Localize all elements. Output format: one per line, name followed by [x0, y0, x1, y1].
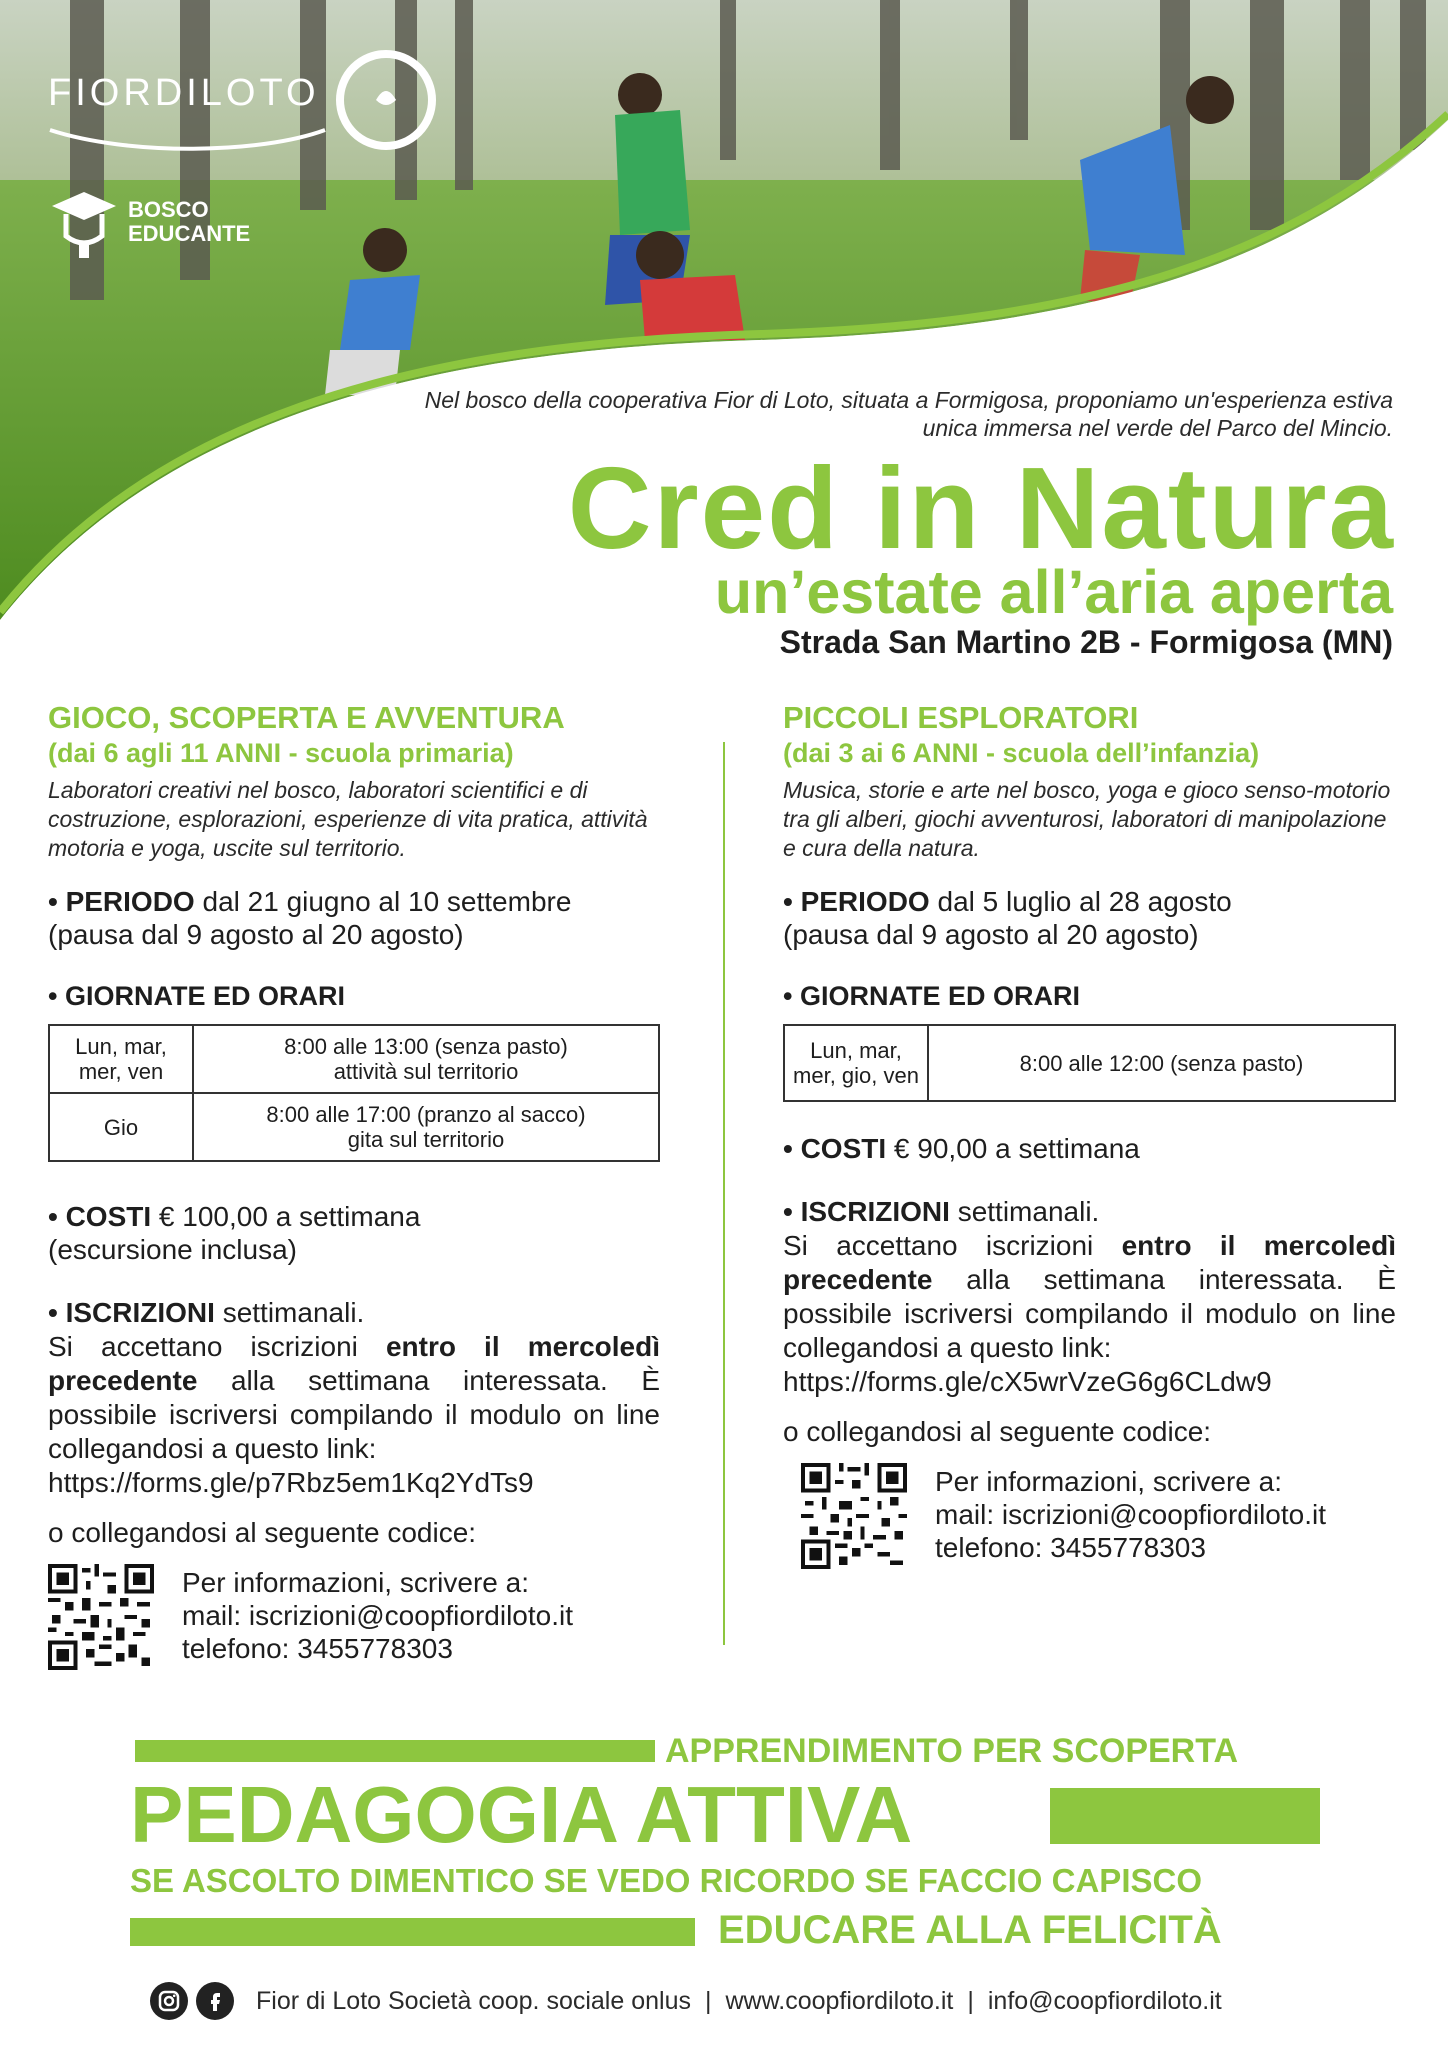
contact-row: [48, 1564, 660, 1670]
footer-separator: |: [967, 1986, 974, 2015]
page-subtitle: un’estate all’aria aperta: [714, 558, 1393, 626]
footer-website[interactable]: www.coopfiordiloto.it: [725, 1986, 954, 2015]
banner-line-4: EDUCARE ALLA FELICITÀ: [718, 1908, 1222, 1952]
contact-info: [935, 1465, 1326, 1564]
enroll-deadline: entro il mercoledì precedente: [48, 1331, 660, 1396]
facebook-icon[interactable]: [196, 1982, 234, 2020]
instagram-icon[interactable]: [150, 1982, 188, 2020]
schedule-hours: 8:00 alle 12:00 (senza pasto): [928, 1025, 1395, 1101]
table-row: [49, 1025, 659, 1093]
table-row: [784, 1025, 1395, 1101]
hours-note: attività sul territorio: [333, 1059, 519, 1084]
info-label: Per informazioni, scrivere a:: [182, 1567, 530, 1598]
banner-line-1: APPRENDIMENTO PER SCOPERTA: [665, 1732, 1239, 1770]
program-description: Musica, storie e arte nel bosco, yoga e gioco senso-motorio tra gli alberi, giochi avventurosi, laboratori di manipolazione e cura della natura.: [783, 777, 1391, 861]
banner-bar: [130, 1918, 695, 1946]
period-pause: (pausa dal 9 agosto al 20 agosto): [48, 919, 464, 950]
footer-org: Fior di Loto Società coop. sociale onlus: [256, 1986, 691, 2015]
column-divider: [723, 742, 725, 1645]
hours-note: gita sul territorio: [347, 1127, 505, 1152]
banner-bar: [135, 1740, 655, 1762]
educante-label: EDUCANTE: [128, 221, 251, 246]
schedule-table: [783, 1024, 1396, 1102]
program-age: (dai 3 ai 6 ANNI - scuola dell’infanzia): [783, 738, 1260, 768]
contact-mail[interactable]: mail: iscrizioni@coopfiordiloto.it: [935, 1499, 1327, 1530]
contact-phone[interactable]: telefono: 3455778303: [182, 1633, 453, 1664]
intro-text: Nel bosco della cooperativa Fior di Loto, situata a Formigosa, proponiamo un'esperienza estiva unica immersa nel verde del Parco del Mincio.: [424, 387, 1393, 441]
footer-email[interactable]: info@coopfiordiloto.it: [987, 1986, 1222, 2015]
hours: 8:00 alle 13:00 (senza pasto): [284, 1034, 568, 1059]
enroll-text: settimanali.: [214, 1297, 365, 1328]
program-title: GIOCO, SCOPERTA E AVVENTURA: [48, 700, 565, 735]
schedule-hours: [193, 1093, 659, 1161]
enroll-online: È possibile iscriversi compilando il modulo on line collegandosi a questo link:: [48, 1365, 660, 1464]
bosco-educante-label: [128, 198, 250, 246]
hours: 8:00 alle 17:00 (pranzo al sacco): [266, 1102, 586, 1127]
enroll-online: È possibile iscriversi compilando il modulo on line collegandosi a questo link:: [783, 1264, 1396, 1363]
banner-line-3: SE ASCOLTO DIMENTICO SE VEDO RICORDO SE FACCIO CAPISCO: [130, 1862, 1203, 1899]
contact-phone[interactable]: telefono: 3455778303: [935, 1532, 1206, 1563]
form-link[interactable]: https://forms.gle/p7Rbz5em1Kq2YdTs9: [48, 1467, 534, 1498]
schedule-label: • GIORNATE ED ORARI: [783, 981, 1080, 1011]
contact-mail[interactable]: mail: iscrizioni@coopfiordiloto.it: [182, 1600, 574, 1631]
enroll-line-b: alla settimana interessata.: [197, 1365, 608, 1396]
info-label: Per informazioni, scrivere a:: [935, 1466, 1283, 1497]
graduation-cap-icon: [48, 184, 120, 260]
enroll-deadline: entro il mercoledì precedente: [783, 1230, 1396, 1295]
enroll-line-a: Si accettano iscrizioni: [783, 1230, 1122, 1261]
enrollment: [783, 1195, 1396, 1365]
costs-label: • COSTI: [783, 1133, 887, 1164]
costs-note: (escursione inclusa): [48, 1234, 297, 1265]
enroll-line-a: Si accettano iscrizioni: [48, 1331, 386, 1362]
schedule-days: Lun, mar, mer, ven: [49, 1025, 193, 1093]
footer-separator: |: [704, 1986, 712, 2015]
enroll-label: • ISCRIZIONI: [783, 1196, 950, 1227]
logo-swoosh: [40, 124, 330, 154]
banner-bar: [1050, 1788, 1320, 1844]
schedule-hours: [193, 1025, 659, 1093]
code-text: o collegandosi al seguente codice:: [48, 1517, 477, 1548]
enrollment: [48, 1296, 660, 1466]
page-title: Cred in Natura: [567, 443, 1395, 573]
right-program: [783, 700, 1396, 1569]
lotus-logo-icon: [330, 48, 442, 156]
schedule-days: Lun, mar, mer, gio, ven: [784, 1025, 928, 1101]
enroll-line-b: alla settimana interessata.: [932, 1264, 1344, 1295]
costs-label: • COSTI: [48, 1201, 152, 1232]
period-text: dal 5 luglio al 28 agosto: [929, 886, 1232, 917]
code-text: o collegandosi al seguente codice:: [783, 1416, 1212, 1447]
contact-info: [182, 1566, 573, 1665]
costs: [48, 1200, 660, 1266]
address: Strada San Martino 2B - Formigosa (MN): [779, 624, 1393, 660]
period-pause: (pausa dal 9 agosto al 20 agosto): [783, 919, 1199, 950]
period-text: dal 21 giugno al 10 settembre: [194, 886, 572, 917]
period-label: • PERIODO: [783, 886, 930, 917]
schedule-label: • GIORNATE ED ORARI: [48, 981, 345, 1011]
enroll-label: • ISCRIZIONI: [48, 1297, 215, 1328]
schedule-days: Gio: [49, 1093, 193, 1161]
qr-code-icon[interactable]: [48, 1564, 154, 1670]
period-label: • PERIODO: [48, 886, 195, 917]
costs: [783, 1132, 1396, 1165]
program-title: PICCOLI ESPLORATORI: [783, 700, 1139, 735]
costs-text: € 100,00 a settimana: [151, 1201, 421, 1232]
contact-row: [801, 1463, 1396, 1569]
qr-code-icon[interactable]: [801, 1463, 907, 1569]
form-link[interactable]: https://forms.gle/cX5wrVzeG6g6CLdw9: [783, 1366, 1272, 1397]
bosco-label: BOSCO: [128, 197, 209, 222]
program-description: Laboratori creativi nel bosco, laboratori scientifici e di costruzione, esplorazioni, esperienze di vita pratica, attività motoria e yoga, uscite sul territorio.: [48, 777, 648, 861]
footer: [150, 1982, 1300, 2020]
left-program: [48, 700, 660, 1670]
schedule-table: [48, 1024, 660, 1162]
enroll-text: settimanali.: [949, 1196, 1100, 1227]
banner-line-2: PEDAGOGIA ATTIVA: [130, 1770, 913, 1859]
program-age: (dai 6 agli 11 ANNI - scuola primaria): [48, 738, 514, 768]
table-row: [49, 1093, 659, 1161]
period: [48, 885, 660, 951]
brand-name: FIORDILOTO: [48, 72, 320, 114]
period: [783, 885, 1396, 951]
costs-text: € 90,00 a settimana: [886, 1133, 1140, 1164]
